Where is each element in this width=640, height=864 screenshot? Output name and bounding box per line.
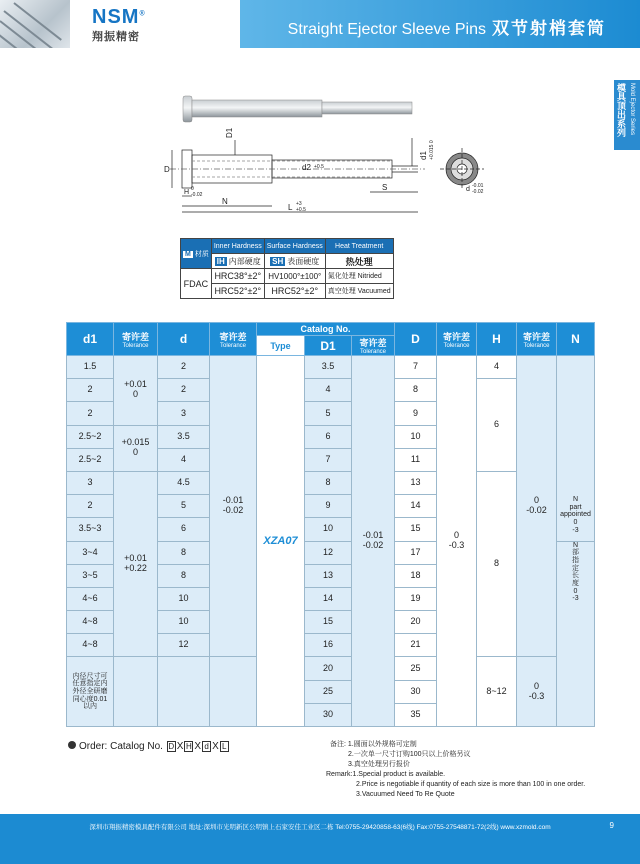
D1-cell: 4 bbox=[305, 379, 352, 402]
dim-D: D bbox=[164, 165, 170, 174]
material-label: M 材质 bbox=[181, 239, 212, 269]
brand-name-cn: 翔振精密 bbox=[92, 31, 140, 43]
dim-H-tol-top: 0 bbox=[191, 186, 194, 192]
D1-cell: 9 bbox=[305, 495, 352, 518]
surface-hardness-value: HRC52°±2° bbox=[264, 284, 325, 299]
dim-d1-small-tol: +0.015 0 bbox=[429, 140, 435, 160]
dim-d1-small: d1 bbox=[419, 151, 428, 160]
footer-contact: 深圳市翔振精密模具配件有限公司 地址:深圳市光明新区公明镇上石家安佳工业区二栋 Tel:0755-29420858-63(6线) Fax:0755-27548871-72(2线) www.xzmold.com bbox=[89, 824, 551, 831]
d1-tol-cell: +0.015 0 bbox=[114, 425, 158, 471]
d1-cell: 2.5~2 bbox=[67, 425, 114, 448]
d-empty bbox=[158, 657, 210, 727]
remark-en: 1.Special product is available. bbox=[352, 771, 446, 778]
d-cell: 12 bbox=[158, 634, 210, 657]
page-number: 9 bbox=[609, 821, 614, 830]
technical-drawing bbox=[150, 88, 510, 228]
d1-cell: 4~8 bbox=[67, 611, 114, 634]
D-tol-cell: 0 -0.3 bbox=[437, 356, 477, 727]
D-cell: 8 bbox=[395, 379, 437, 402]
remark-cn: 2.一次单一尺寸订购100只以上价格另议 bbox=[348, 751, 471, 758]
remark-en: 3.Vacuumed Need To Re Quote bbox=[356, 791, 455, 798]
page-header bbox=[0, 0, 640, 48]
col-d1: d1 bbox=[67, 323, 114, 356]
d-tol-empty bbox=[210, 657, 257, 727]
d-tol-cell: -0.01 -0.02 bbox=[210, 356, 257, 657]
D-cell: 10 bbox=[395, 425, 437, 448]
order-box: D bbox=[168, 742, 175, 751]
pin-photo bbox=[183, 96, 412, 122]
surface-hardness-value: HV1000°±100° bbox=[264, 269, 325, 284]
D1-tol-cell: -0.01 -0.02 bbox=[352, 356, 395, 727]
order-format bbox=[68, 741, 230, 752]
remarks-en-title: Remark: bbox=[326, 771, 353, 778]
H-cell: 8~12 bbox=[477, 657, 517, 727]
col-d1-tol: 寄许差 Tolerance bbox=[114, 323, 158, 356]
N-cn-cell: N 部 指 定 长 度 0 -3 bbox=[557, 541, 595, 727]
brand-name: NSM® bbox=[92, 6, 146, 28]
D-cell: 9 bbox=[395, 402, 437, 425]
D-cell: 35 bbox=[395, 703, 437, 726]
D-cell: 19 bbox=[395, 587, 437, 610]
d-cell: 4 bbox=[158, 448, 210, 471]
material-type: FDAC bbox=[181, 269, 212, 299]
remark-en: 2.Price is negotiable if quantity of each size is more than 100 in one order. bbox=[356, 781, 586, 788]
d1-cell: 4~6 bbox=[67, 587, 114, 610]
dim-d2-tol: +0.5 bbox=[314, 164, 324, 170]
side-tab-en: Mold Ejector Series bbox=[629, 83, 635, 136]
D-cell: 25 bbox=[395, 657, 437, 680]
order-box: H bbox=[186, 742, 192, 751]
inner-hardness-value: HRC52°±2° bbox=[211, 284, 264, 299]
D1-cell: 20 bbox=[305, 657, 352, 680]
d-cell: 8 bbox=[158, 541, 210, 564]
d1-cell: 2.5~2 bbox=[67, 448, 114, 471]
dim-d2: d2 bbox=[302, 163, 311, 172]
H-cell: 6 bbox=[477, 379, 517, 472]
N-en-cell: N part appointed 0 -3 bbox=[557, 356, 595, 542]
table-row bbox=[67, 657, 595, 680]
material-table bbox=[180, 238, 394, 299]
remark-cn: 1.圆面以外规格可定制 bbox=[347, 741, 417, 748]
col-H: H bbox=[477, 323, 517, 356]
D1-cell: 13 bbox=[305, 564, 352, 587]
col-catalog: Catalog No. bbox=[257, 323, 395, 336]
D1-cell: 10 bbox=[305, 518, 352, 541]
spec-table bbox=[66, 322, 595, 727]
side-tab-cn: 模具顶出系列 bbox=[616, 83, 626, 137]
d1-cell: 4~8 bbox=[67, 634, 114, 657]
d1-tol-cell: +0.01 +0.22 bbox=[114, 471, 158, 657]
inner-hardness-value: HRC38°±2° bbox=[211, 269, 264, 284]
heat-treatment-value: 真空处理 Vacuumed bbox=[325, 284, 393, 299]
H-tol-cell: 0 -0.02 bbox=[517, 356, 557, 657]
D1-cell: 30 bbox=[305, 703, 352, 726]
dim-H: H bbox=[184, 189, 190, 196]
brand-logo bbox=[70, 0, 240, 48]
dim-d: d bbox=[466, 186, 470, 193]
table-row bbox=[67, 356, 595, 379]
order-sep: X bbox=[194, 741, 202, 752]
H-cell: 4 bbox=[477, 356, 517, 379]
dim-S: S bbox=[382, 183, 388, 192]
D-cell: 14 bbox=[395, 495, 437, 518]
D-cell: 15 bbox=[395, 518, 437, 541]
D-cell: 20 bbox=[395, 611, 437, 634]
d1-tol-cell: +0.01 0 bbox=[114, 356, 158, 426]
col-D: D bbox=[395, 323, 437, 356]
d-cell: 8 bbox=[158, 564, 210, 587]
inner-hardness-subheader: IH 内部硬度 bbox=[211, 254, 264, 269]
D-cell: 7 bbox=[395, 356, 437, 379]
d1-cell: 2 bbox=[67, 402, 114, 425]
dim-d-tol-top: -0.01 bbox=[472, 183, 484, 189]
col-type: Type bbox=[257, 336, 305, 356]
remarks bbox=[326, 740, 586, 800]
bullet-icon bbox=[68, 741, 76, 749]
table-row bbox=[67, 471, 595, 494]
D1-cell: 8 bbox=[305, 471, 352, 494]
d-cell: 3 bbox=[158, 402, 210, 425]
type-cell: XZA07 bbox=[257, 356, 305, 727]
product-photo bbox=[0, 0, 70, 48]
d1-cell: 2 bbox=[67, 495, 114, 518]
H-tol-cell: 0 -0.3 bbox=[517, 657, 557, 727]
title-band bbox=[240, 0, 640, 48]
col-D1-tol: 寄许差 Tolerance bbox=[352, 336, 395, 356]
remark-cn: 3.真空处理另行报价 bbox=[348, 761, 410, 768]
d1-tol-empty bbox=[114, 657, 158, 727]
surface-hardness-subheader: SH 表面硬度 bbox=[264, 254, 325, 269]
inner-hardness-header: Inner Hardness bbox=[211, 239, 264, 254]
D1-cell: 14 bbox=[305, 587, 352, 610]
D1-cell: 15 bbox=[305, 611, 352, 634]
order-label: Order: Catalog No. bbox=[79, 741, 163, 752]
d1-cell: 2 bbox=[67, 379, 114, 402]
D-cell: 30 bbox=[395, 680, 437, 703]
col-D-tol: 寄许差 Tolerance bbox=[437, 323, 477, 356]
col-D1: D1 bbox=[305, 336, 352, 356]
heat-treatment-value: 氮化处理 Nitrided bbox=[325, 269, 393, 284]
d1-cell: 3 bbox=[67, 471, 114, 494]
D1-cell: 7 bbox=[305, 448, 352, 471]
D1-cell: 5 bbox=[305, 402, 352, 425]
remarks-cn-title: 备注: bbox=[330, 741, 346, 748]
d-cell: 5 bbox=[158, 495, 210, 518]
D1-cell: 16 bbox=[305, 634, 352, 657]
d-cell: 3.5 bbox=[158, 425, 210, 448]
d-cell: 4.5 bbox=[158, 471, 210, 494]
dim-N: N bbox=[222, 197, 228, 206]
D-cell: 21 bbox=[395, 634, 437, 657]
dim-H-tol-bot: -0.02 bbox=[191, 192, 203, 198]
d1-cell: 1.5 bbox=[67, 356, 114, 379]
order-box: L bbox=[220, 741, 229, 752]
d-cell: 2 bbox=[158, 356, 210, 379]
order-sep: X bbox=[176, 741, 184, 752]
D-cell: 18 bbox=[395, 564, 437, 587]
heat-treatment-subheader: 热处理 bbox=[325, 254, 393, 269]
col-d-tol: 寄许差 Tolerance bbox=[210, 323, 257, 356]
order-box: d bbox=[202, 741, 211, 752]
col-N: N bbox=[557, 323, 595, 356]
dim-L: L bbox=[288, 203, 293, 212]
col-H-tol: 寄许差 Tolerance bbox=[517, 323, 557, 356]
dim-d-tol-bot: -0.02 bbox=[472, 189, 484, 195]
d-cell: 10 bbox=[158, 611, 210, 634]
section-side-tab bbox=[614, 80, 640, 150]
D-cell: 11 bbox=[395, 448, 437, 471]
D-cell: 13 bbox=[395, 471, 437, 494]
page-title: Straight Ejector Sleeve Pins 双节射梢套筒 bbox=[287, 19, 606, 38]
page-footer bbox=[0, 814, 640, 864]
col-d: d bbox=[158, 323, 210, 356]
d1-cell: 3~5 bbox=[67, 564, 114, 587]
dim-L-tol-top: +3 bbox=[296, 201, 302, 207]
d1-cell: 3.5~3 bbox=[67, 518, 114, 541]
D1-cell: 3.5 bbox=[305, 356, 352, 379]
d1-cell: 3~4 bbox=[67, 541, 114, 564]
surface-hardness-header: Surface Hardness bbox=[264, 239, 325, 254]
D1-cell: 12 bbox=[305, 541, 352, 564]
d1-note-cell: 内径尺寸可任意指定内外径全研磨同心度0.01以内 bbox=[67, 657, 114, 727]
D-cell: 17 bbox=[395, 541, 437, 564]
order-sep: X bbox=[212, 741, 219, 752]
D1-cell: 25 bbox=[305, 680, 352, 703]
d-cell: 6 bbox=[158, 518, 210, 541]
d-cell: 2 bbox=[158, 379, 210, 402]
dim-L-tol-bot: +0.5 bbox=[296, 207, 306, 213]
heat-treatment-header: Heat Treatment bbox=[325, 239, 393, 254]
d-cell: 10 bbox=[158, 587, 210, 610]
D1-cell: 6 bbox=[305, 425, 352, 448]
dim-D1: D1 bbox=[225, 127, 234, 138]
H-cell: 8 bbox=[477, 471, 517, 657]
